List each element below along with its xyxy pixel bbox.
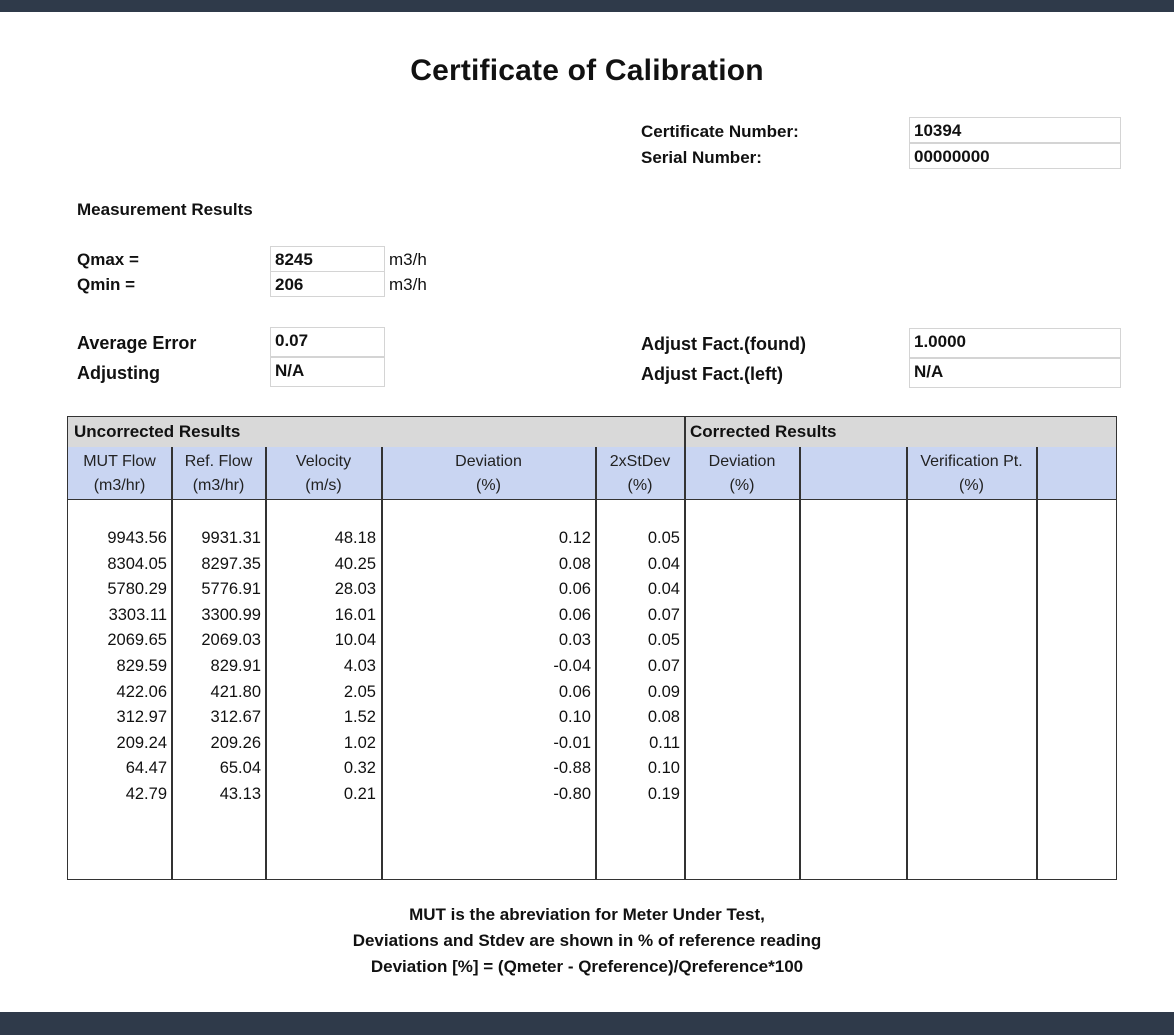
certificate-page bbox=[0, 12, 1174, 1012]
table-cell: 0.11 bbox=[649, 733, 680, 752]
qmin-value: 206 bbox=[270, 271, 385, 297]
table-cell: 1.52 bbox=[343, 708, 376, 727]
table-cell: 64.47 bbox=[125, 759, 167, 778]
table-cell: 3303.11 bbox=[108, 605, 167, 624]
table-cell: 4.03 bbox=[343, 656, 376, 675]
adjusting-label: Adjusting bbox=[77, 363, 160, 383]
header-line: Deviation bbox=[708, 453, 776, 470]
header-unit: (%) bbox=[959, 477, 984, 494]
table-cell: 40.25 bbox=[334, 554, 376, 573]
results-table bbox=[67, 416, 1117, 880]
header-ref-flow bbox=[172, 450, 265, 498]
col-divider bbox=[1036, 447, 1038, 879]
qmax-value: 8245 bbox=[270, 246, 385, 272]
table-cell: -0.80 bbox=[553, 784, 591, 803]
table-cell: 5780.29 bbox=[107, 580, 167, 599]
table-cell: 829.91 bbox=[210, 656, 261, 675]
serial-number-value: 00000000 bbox=[909, 143, 1121, 169]
table-cell: -0.88 bbox=[553, 759, 591, 778]
table-cell: 5776.91 bbox=[201, 580, 261, 599]
table-cell: 2069.65 bbox=[107, 631, 167, 650]
average-error-value: 0.07 bbox=[270, 327, 385, 357]
table-cell: -0.04 bbox=[553, 656, 591, 675]
header-mut-flow bbox=[68, 450, 171, 498]
header-unit: (m/s) bbox=[305, 477, 342, 494]
footer-notes bbox=[0, 902, 1174, 980]
qmax-unit: m3/h bbox=[389, 250, 427, 269]
header-verification-pt bbox=[907, 450, 1036, 498]
table-cell: 421.80 bbox=[210, 682, 261, 701]
corrected-results-label: Corrected Results bbox=[690, 422, 837, 441]
table-cell: 0.05 bbox=[647, 631, 680, 650]
ref-flow-column bbox=[172, 526, 261, 808]
header-line: 2xStDev bbox=[609, 453, 671, 470]
table-cell: 10.04 bbox=[334, 631, 376, 650]
footer-line-1: MUT is the abreviation for Meter Under Test, bbox=[409, 905, 765, 924]
measurement-results-heading: Measurement Results bbox=[77, 200, 253, 219]
header-unit: (%) bbox=[627, 477, 653, 494]
table-cell: 0.04 bbox=[647, 580, 680, 599]
table-cell: 48.18 bbox=[334, 529, 376, 547]
qmin-label: Qmin = bbox=[77, 275, 136, 294]
adjust-fact-left-value: N/A bbox=[909, 358, 1121, 388]
table-cell: 0.19 bbox=[647, 784, 680, 803]
table-cell: 2.05 bbox=[343, 682, 376, 701]
header-line: Verification Pt. bbox=[920, 453, 1023, 470]
table-cell: 422.06 bbox=[116, 682, 167, 701]
qmax-label: Qmax = bbox=[77, 250, 139, 269]
adjust-fact-left-label: Adjust Fact.(left) bbox=[641, 364, 783, 384]
table-cell: 312.67 bbox=[210, 708, 261, 727]
table-cell: 0.12 bbox=[558, 529, 591, 547]
table-cell: 3300.99 bbox=[201, 605, 261, 624]
table-cell: 1.02 bbox=[343, 733, 376, 752]
header-unit: (%) bbox=[729, 477, 755, 494]
adjust-fact-found-value: 1.0000 bbox=[909, 328, 1121, 358]
table-cell: 0.08 bbox=[647, 708, 680, 727]
qmin-unit: m3/h bbox=[389, 275, 427, 294]
header-unit: (m3/hr) bbox=[192, 477, 245, 494]
header-unit: (%) bbox=[476, 477, 501, 494]
table-cell: 209.24 bbox=[116, 733, 167, 752]
serial-number-label: Serial Number: bbox=[641, 148, 762, 167]
table-cell: 65.04 bbox=[219, 759, 261, 778]
table-cell: 42.79 bbox=[125, 784, 167, 803]
header-velocity bbox=[266, 450, 381, 498]
table-cell: 0.06 bbox=[558, 682, 591, 701]
table-cell: 0.08 bbox=[558, 554, 591, 573]
table-cell: 0.10 bbox=[647, 759, 680, 778]
table-cell: 28.03 bbox=[334, 580, 376, 599]
certificate-number-value: 10394 bbox=[909, 117, 1121, 143]
adjusting-value: N/A bbox=[270, 357, 385, 387]
table-cell: 0.07 bbox=[647, 656, 680, 675]
table-cell: 0.09 bbox=[647, 682, 680, 701]
header-line: Ref. Flow bbox=[184, 453, 253, 470]
col-divider bbox=[906, 447, 908, 879]
table-cell: 0.32 bbox=[343, 759, 376, 778]
adjust-fact-found-label: Adjust Fact.(found) bbox=[641, 334, 806, 354]
table-cell: 0.21 bbox=[343, 784, 376, 803]
footer-line-3: Deviation [%] = (Qmeter - Qreference)/Qreference*100 bbox=[370, 957, 804, 976]
stdev-column bbox=[596, 526, 680, 808]
table-cell: 0.04 bbox=[647, 554, 680, 573]
header-line: Deviation bbox=[455, 453, 522, 470]
header-deviation bbox=[382, 450, 595, 498]
velocity-column bbox=[266, 526, 376, 808]
table-cell: 829.59 bbox=[116, 656, 167, 675]
table-cell: -0.01 bbox=[553, 733, 591, 752]
table-cell: 9943.56 bbox=[107, 529, 167, 547]
table-cell: 209.26 bbox=[210, 733, 261, 752]
table-cell: 0.05 bbox=[647, 529, 680, 547]
table-cell: 2069.03 bbox=[201, 631, 261, 650]
table-cell: 0.10 bbox=[558, 708, 591, 727]
mut-flow-column bbox=[68, 526, 167, 808]
table-cell: 0.03 bbox=[558, 631, 591, 650]
header-unit: (m3/hr) bbox=[93, 477, 146, 494]
page-title: Certificate of Calibration bbox=[410, 54, 764, 87]
header-corrected-deviation bbox=[685, 450, 799, 498]
average-error-label: Average Error bbox=[77, 333, 197, 353]
table-cell: 0.06 bbox=[558, 580, 591, 599]
col-divider bbox=[799, 447, 801, 879]
header-line: Velocity bbox=[295, 453, 352, 470]
certificate-number-label: Certificate Number: bbox=[641, 122, 799, 141]
table-cell: 0.06 bbox=[558, 605, 591, 624]
table-cell: 8297.35 bbox=[201, 554, 261, 573]
header-line: MUT Flow bbox=[83, 453, 156, 470]
footer-line-2: Deviations and Stdev are shown in % of reference reading bbox=[352, 931, 822, 950]
table-cell: 312.97 bbox=[116, 708, 167, 727]
table-cell: 0.07 bbox=[647, 605, 680, 624]
table-cell: 9931.31 bbox=[201, 529, 261, 547]
table-cell: 8304.05 bbox=[107, 554, 167, 573]
table-cell: 16.01 bbox=[334, 605, 376, 624]
deviation-column bbox=[382, 526, 591, 808]
uncorrected-results-label: Uncorrected Results bbox=[74, 422, 241, 441]
header-stdev bbox=[596, 450, 684, 498]
table-cell: 43.13 bbox=[219, 784, 261, 803]
